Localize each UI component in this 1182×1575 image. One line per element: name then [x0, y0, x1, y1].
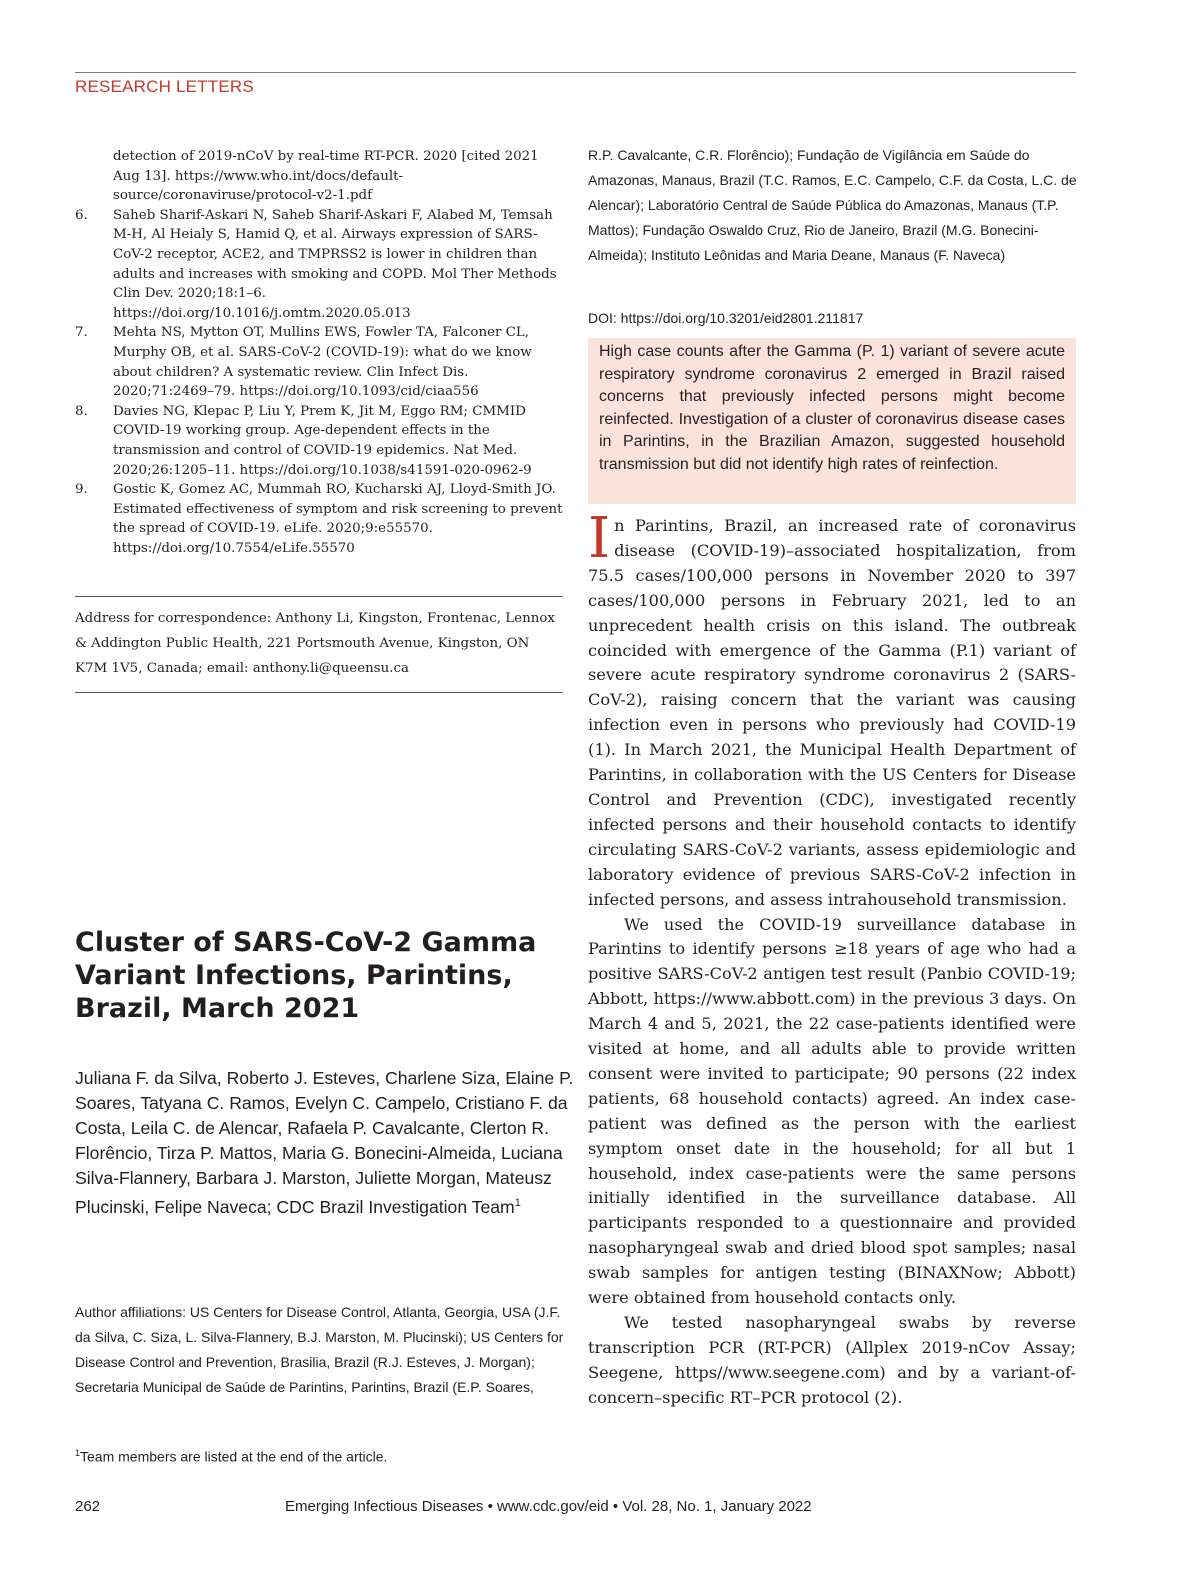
reference-number: 8.: [75, 403, 88, 419]
reference-5-continued: detection of 2019-nCoV by real-time RT-PCR. 2020 [cited 2021 Aug 13]. https://www.who.int/docs/default-source/coronaviruse/protocol-v2-1.pdf: [113, 149, 539, 204]
divider: [75, 692, 563, 693]
author-names: Juliana F. da Silva, Roberto J. Esteves, Charlene Siza, Elaine P. Soares, Tatyana C. Ramos, Evelyn C. Campelo, Cristiano F. da Costa, Leila C. de Alencar, Rafaela P. Cavalcante, Clerton R. Florêncio, Tirza P. Mattos, Maria G. Bonecini-Almeida, Luciana Silva-Flannery, Barbara J. Marston, Juliette Morgan, Mateusz Plucinski, Felipe Naveca; CDC Brazil Investigation Team: [75, 1068, 574, 1217]
body-paragraph: [588, 506, 1076, 913]
journal-footer: Emerging Infectious Diseases • www.cdc.gov/eid • Vol. 28, No. 1, January 2022: [285, 1498, 812, 1515]
author-footnote-marker: 1: [514, 1197, 521, 1209]
article-title: Cluster of SARS-CoV-2 Gamma Variant Infections, Parintins, Brazil, March 2021: [75, 927, 537, 1024]
reference-list: [75, 147, 565, 558]
article-body: [588, 506, 1076, 1411]
reference-9: [75, 480, 565, 558]
drop-cap: I: [588, 506, 611, 571]
doi-link[interactable]: DOI: https://doi.org/10.3201/eid2801.211817: [588, 310, 864, 326]
body-paragraph: We used the COVID-19 surveillance database in Parintins to identify persons ≥18 years of age who had a positive SARS-CoV-2 antigen test result (Panbio COVID-19; Abbott, https://www.abbott.com) in the previous 3 days. On March 4 and 5, 2021, the 22 case-patients identified were visited at home, and all adults able to provide written consent were invited to participate; 90 persons (22 index patients, 68 household contacts) agreed. An index case-patient was defined as the person with the earliest symptom onset date in the household; for all but 1 household, index case-patients were the same persons initially identified in the surveillance database. All participants responded to a questionnaire and provided nasopharyngeal swab and dried blood spot samples; nasal swab samples for antigen testing (BINAXNow; Abbott) were obtained from household contacts only.: [588, 914, 1076, 1308]
reference-6: [75, 206, 565, 324]
reference-text: Gostic K, Gomez AC, Mummah RO, Kucharski AJ, Lloyd-Smith JO. Estimated effectiveness of symptom and risk screening to prevent the spread of COVID-19. eLife. 2020;9:e55570. https://doi.org/10.7554/eLife.55570: [113, 482, 563, 556]
team-footnote: [75, 1441, 575, 1470]
abstract-box: High case counts after the Gamma (P. 1) variant of severe acute respiratory syndrome coronavirus 2 emerged in Brazil raised concerns that previously infected persons might become reinfected. Investigation of a cluster of coronavirus disease cases in Parintins, in the Brazilian Amazon, suggested household transmission but did not identify high rates of reinfection.: [588, 338, 1076, 504]
body-paragraph: We tested nasopharyngeal swabs by reverse transcription PCR (RT-PCR) (Allplex 2019-nCov Assay; Seegene, https//www.seegene.com) and by a variant-of-concern–specific RT–PCR protocol (2).: [588, 1313, 1076, 1407]
paragraph-text: n Parintins, Brazil, an increased rate of coronavirus disease (COVID-19)–associated hospitalization, from 75.5 cases/100,000 persons in November 2020 to 397 cases/100,000 persons in February 2021, led to an unprecedent health crisis on this island. The outbreak coincided with emergence of the Gamma (P.1) variant of severe acute respiratory syndrome coronavirus 2 (SARS-CoV-2), raising concern that the variant was causing infection even in persons who previously had COVID-19 (1). In March 2021, the Municipal Health Department of Parintins, in collaboration with the US Centers for Disease Control and Prevention (CDC), investigated recently infected persons and their household contacts to identify circulating SARS-CoV-2 variants, assess epidemiologic and laboratory evidence of previous SARS-CoV-2 infection in infected persons, and assess intrahousehold transmission.: [588, 516, 1076, 909]
reference-text: Saheb Sharif-Askari N, Saheb Sharif-Askari F, Alabed M, Temsah M-H, Al Heialy S, Hamid Q, et al. Airways expression of SARS-CoV-2 receptor, ACE2, and TMPRSS2 is lower in children than adults and increases with smoking and COPD. Mol Ther Methods Clin Dev. 2020;18:1–6. https://doi.org/10.1016/j.omtm.2020.05.013: [113, 207, 557, 321]
divider: [75, 596, 563, 597]
reference-number: 7.: [75, 325, 88, 341]
footnote-text: Team members are listed at the end of the article.: [80, 1448, 388, 1465]
reference-text: Mehta NS, Mytton OT, Mullins EWS, Fowler TA, Falconer CL, Murphy OB, et al. SARS-CoV-2 (COVID-19): what do we know about children? A systematic review. Clin Infect Dis. 2020;71:2469–79. https://doi.org/10.1093/cid/ciaa556: [113, 325, 532, 400]
section-label: RESEARCH LETTERS: [75, 77, 254, 96]
reference-7: [75, 323, 565, 401]
reference-text: Davies NG, Klepac P, Liu Y, Prem K, Jit M, Eggo RM; CMMID COVID-19 working group. Age-dependent effects in the transmission and control of COVID-19 epidemics. Nat Med. 2020;26:1205–11. https://doi.org/10.1038/s41591-020-0962-9: [113, 403, 532, 478]
author-list: [75, 1066, 575, 1220]
page-number: 262: [75, 1498, 101, 1515]
author-affiliations: Author affiliations: US Centers for Disease Control, Atlanta, Georgia, USA (J.F. da Silva, C. Siza, L. Silva-Flannery, B.J. Marston, M. Plucinski); US Centers for Disease Control and Prevention, Brasilia, Brazil (R.J. Esteves, J. Morgan); Secretaria Municipal de Saúde de Parintins, Parintins, Brazil (E.P. Soares,: [75, 1304, 564, 1395]
header-rule: [75, 72, 1076, 73]
reference-number: 6.: [75, 207, 88, 223]
footnote-marker: 1: [75, 1448, 81, 1458]
reference-number: 9.: [75, 482, 88, 498]
reference-8: [75, 402, 565, 480]
correspondence-address: Address for correspondence: Anthony Li, Kingston, Frontenac, Lennox & Addington Public Health, 221 Portsmouth Avenue, Kingston, ON K7M 1V5, Canada; email: anthony.li@queensu.ca: [75, 611, 555, 676]
author-affiliations-continued: R.P. Cavalcante, C.R. Florêncio); Fundação de Vigilância em Saúde do Amazonas, Manaus, Brazil (T.C. Ramos, E.C. Campelo, C.F. da Costa, L.C. de Alencar); Laboratório Central de Saúde Pública do Amazonas, Manaus (T.P. Mattos); Fundação Oswaldo Cruz, Rio de Janeiro, Brazil (M.G. Bonecini-Almeida); Instituto Leônidas and Maria Deane, Manaus (F. Naveca): [588, 147, 1077, 263]
